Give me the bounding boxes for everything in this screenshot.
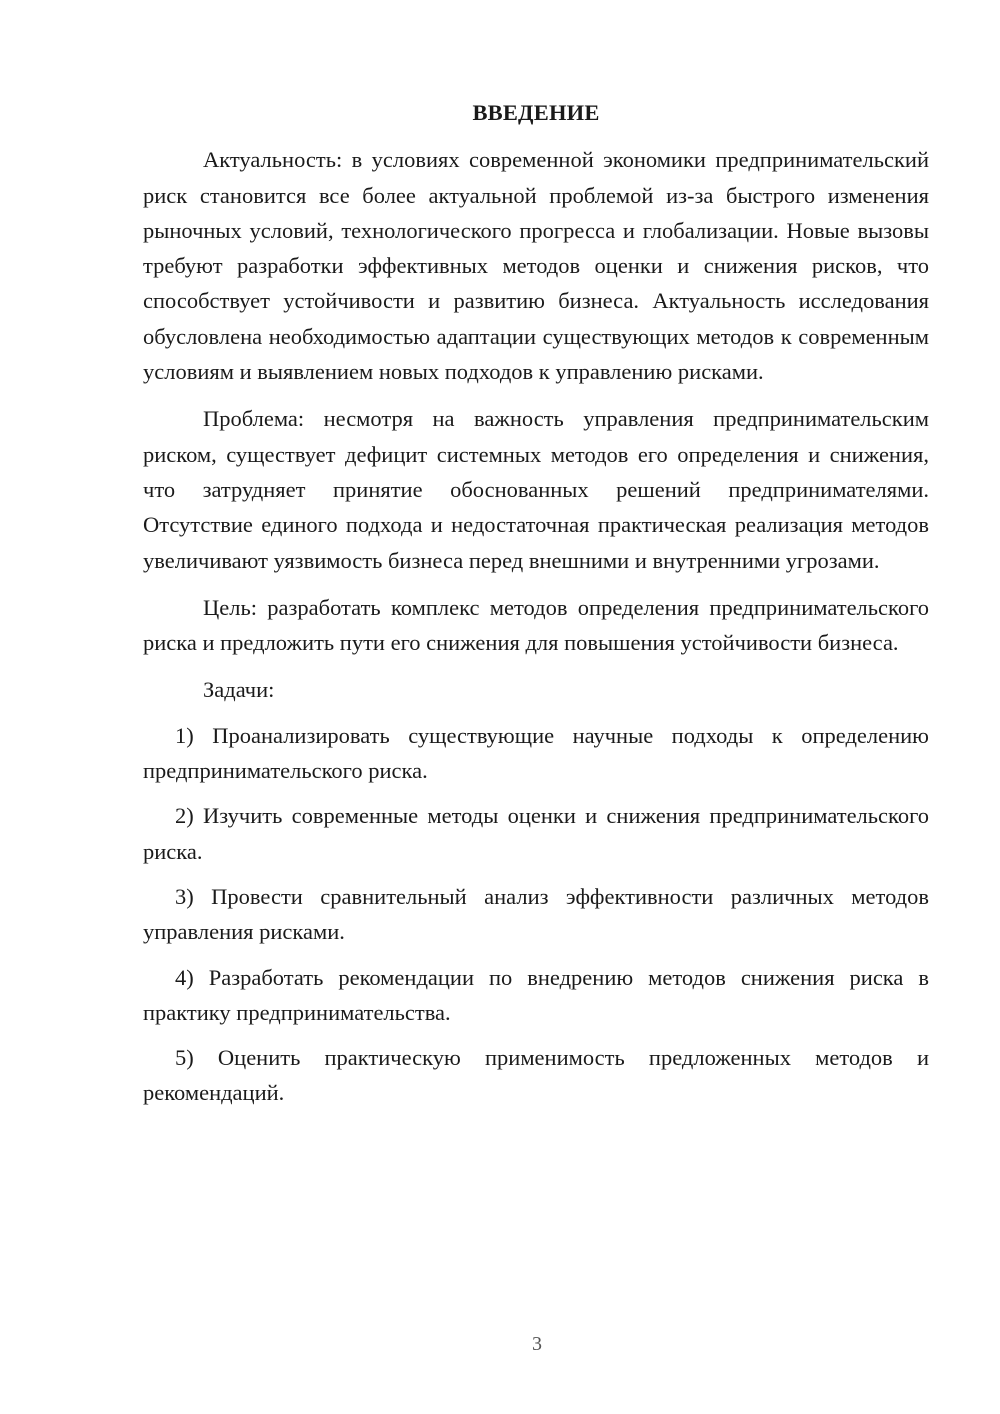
task-item: 1) Проанализировать существующие научные подходы к определению предпринимательского риска. — [143, 722, 929, 784]
task-item: 3) Провести сравнительный анализ эффективности различных методов управления рисками. — [143, 883, 929, 945]
relevance-paragraph: Актуальность: в условиях современной экономики предпринимательский риск становится все более актуальной проблемой из-за быстрого изменения рыночных условий, технологического прогресса и глобализации. Новые вызовы требуют разработки эффективных методов оценки и снижения рисков, что способствует устойчивости и развитию бизнеса. Актуальность исследования обусловлена необходимостью адаптации существующих методов к современным условиям и выявлением новых подходов к управлению рисками. — [143, 147, 929, 385]
page-title: ВВЕДЕНИЕ — [472, 100, 600, 125]
task-item: 5) Оценить практическую применимость предложенных методов и рекомендаций. — [143, 1045, 929, 1106]
task-item: 4) Разработать рекомендации по внедрению методов снижения риска в практику предпринимательства. — [143, 964, 929, 1025]
problem-paragraph: Проблема: несмотря на важность управления предпринимательским риском, существует дефицит системных методов его определения и снижения, что затрудняет принятие обоснованных решений предпринимателями. Отсутствие единого подхода и недостаточная практическая реализация методов увеличивают уязвимость бизнеса перед внешними и внутренними угрозами. — [143, 406, 929, 573]
tasks-heading: Задачи: — [203, 677, 275, 703]
page-content — [143, 95, 929, 1121]
task-item: 2) Изучить современные методы оценки и снижения предпринимательского риска. — [143, 803, 929, 864]
page-number: 3 — [532, 1333, 542, 1355]
goal-paragraph: Цель: разработать комплекс методов определения предпринимательского риска и предложить пути его снижения для повышения устойчивости бизнеса. — [143, 594, 929, 656]
